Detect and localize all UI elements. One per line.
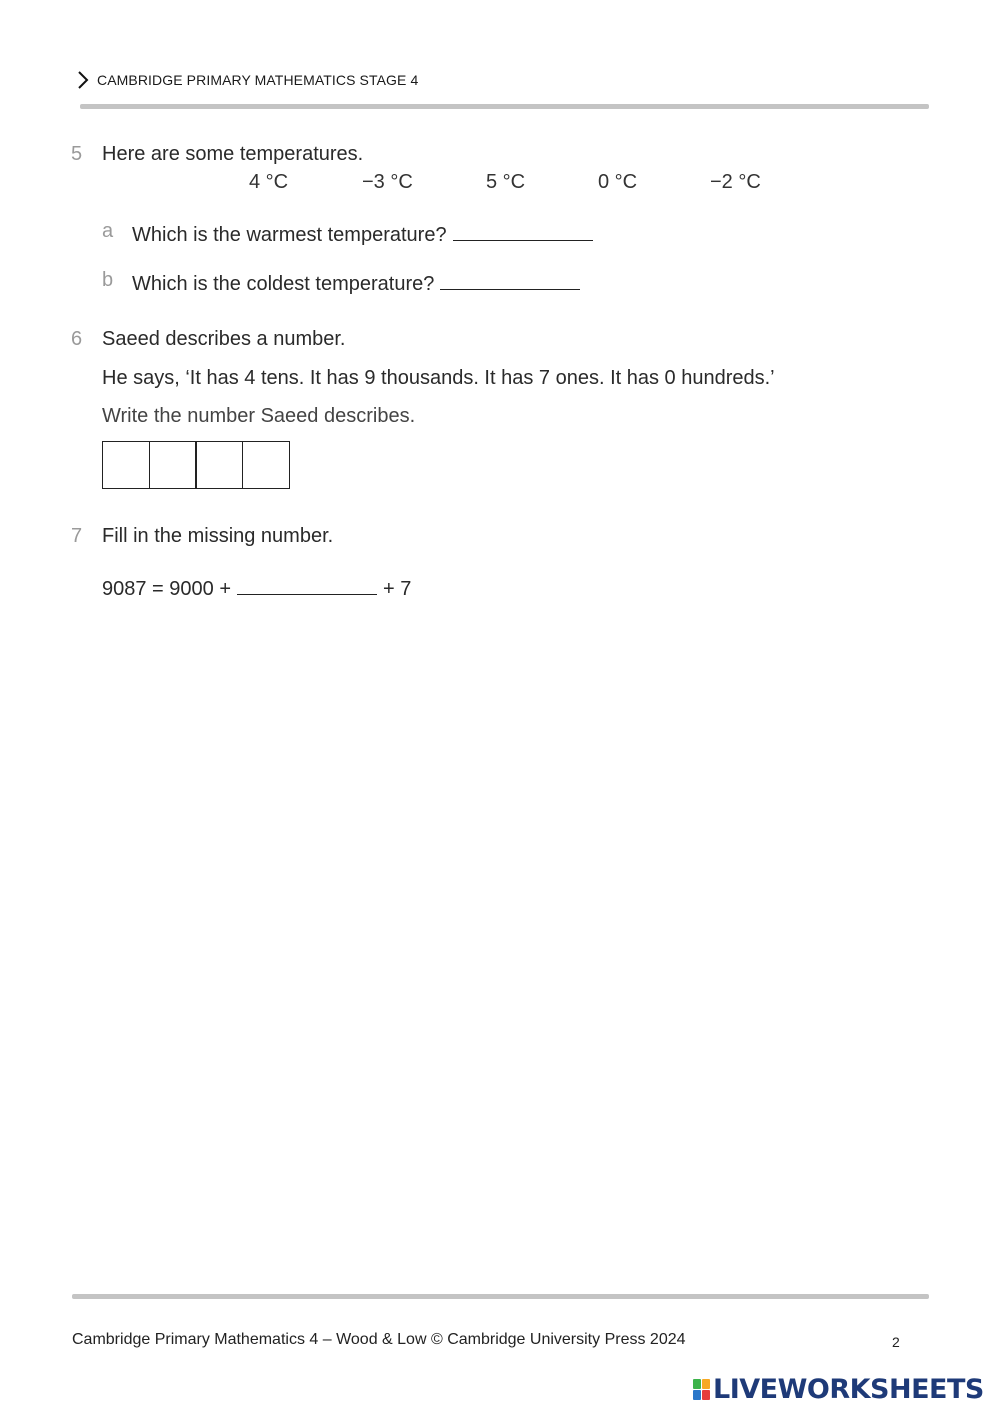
- logo-square: [702, 1379, 710, 1389]
- question-6-text: Saeed describes a number.: [102, 328, 346, 350]
- footer-copyright: Cambridge Primary Mathematics 4 – Wood & Low © Cambridge University Press 2024: [72, 1331, 686, 1348]
- question-5a-text: Which is the warmest temperature?: [132, 224, 447, 246]
- header-title: CAMBRIDGE PRIMARY MATHEMATICS STAGE 4: [97, 72, 419, 88]
- digit-box-ones[interactable]: [242, 441, 290, 489]
- coldest-answer-blank[interactable]: [440, 269, 580, 290]
- question-6-quote: He says, ‘It has 4 tens. It has 9 thousands. It has 7 ones. It has 0 hundreds.’: [102, 367, 775, 389]
- digit-box-thousands[interactable]: [102, 441, 150, 489]
- warmest-answer-blank[interactable]: [453, 220, 593, 241]
- question-5b-text: Which is the coldest temperature?: [132, 273, 435, 295]
- missing-number-blank[interactable]: [237, 574, 377, 595]
- page-header: [76, 70, 418, 90]
- temperature-item: 0 °C: [598, 171, 638, 193]
- question-5b: [132, 269, 580, 296]
- digit-box-tens[interactable]: [195, 441, 243, 489]
- question-7-number: 7: [71, 525, 83, 547]
- liveworksheets-logo-icon: [693, 1379, 710, 1400]
- equation-right: + 7: [383, 578, 412, 600]
- logo-square: [693, 1390, 701, 1400]
- question-7-text: Fill in the missing number.: [102, 525, 334, 547]
- question-5-text: Here are some temperatures.: [102, 143, 364, 165]
- chevron-right-icon: [76, 70, 90, 90]
- equation-left: 9087 = 9000 +: [102, 578, 232, 600]
- question-5a: [132, 220, 593, 247]
- question-5-number: 5: [71, 143, 83, 165]
- logo-square: [693, 1379, 701, 1389]
- digit-box-hundreds[interactable]: [149, 441, 197, 489]
- question-6-number: 6: [71, 328, 83, 350]
- question-5b-label: b: [102, 269, 114, 291]
- number-answer-grid: [102, 441, 290, 489]
- liveworksheets-brand: [693, 1374, 984, 1405]
- temperature-item: 4 °C: [249, 171, 289, 193]
- temperature-list: [0, 171, 1000, 197]
- question-6-instruction: Write the number Saeed describes.: [102, 405, 416, 427]
- footer-divider: [72, 1294, 929, 1299]
- temperature-item: 5 °C: [486, 171, 526, 193]
- logo-square: [702, 1390, 710, 1400]
- temperature-item: −2 °C: [710, 171, 761, 193]
- question-5a-label: a: [102, 220, 114, 242]
- question-7-equation: [102, 574, 411, 601]
- brand-text: LIVEWORKSHEETS: [713, 1374, 984, 1405]
- header-divider: [80, 104, 929, 109]
- page-number: 2: [892, 1334, 900, 1350]
- temperature-item: −3 °C: [362, 171, 413, 193]
